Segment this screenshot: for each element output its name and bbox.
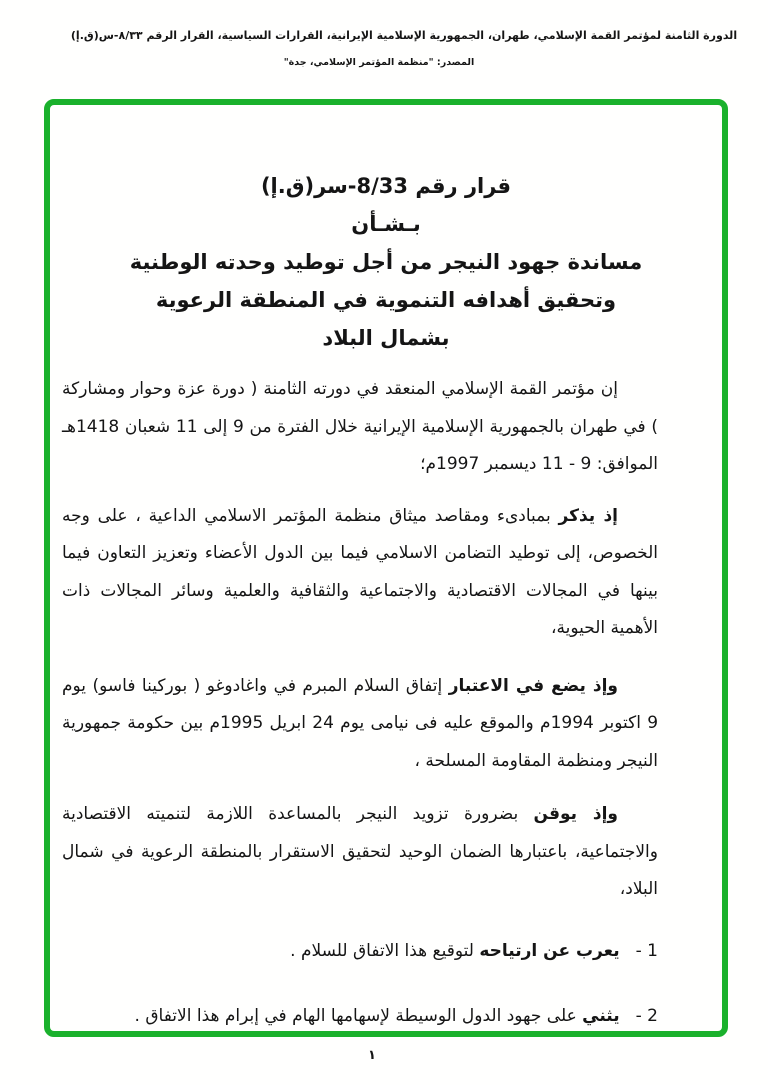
citation-header-line: الدورة الثامنة لمؤتمر القمة الإسلامي، طهران، الجمهورية الإسلامية الإيرانية، القرارات السياسية، القرار الرقم ٨/٣٣-س(ق.إ) [70,29,738,42]
item-number: 2 - [635,1006,658,1026]
source-header-line: المصدر: "منظمة المؤتمر الإسلامي، جدة" [283,57,475,68]
document-frame [44,99,728,1037]
item-lead: يعرب عن ارتياحه [479,940,620,961]
paragraph-lead: وإذ يوقن [533,804,618,824]
preamble-paragraph [62,371,658,484]
page-number: ١ [368,1048,376,1063]
paragraph-text: إتفاق السلام المبرم في واغادوغو ( بوركينا فاسو) يوم 9 اكتوبر 1994م والموقع عليه فى نيامى يوم 24 ابريل 1995م بين حكومة جمهورية النيجر ومنظمة المقاومة المسلحة ، [62,675,659,771]
title-subject-line-2: وتحقيق أهدافه التنموية في المنطقة الرعوية [155,288,617,312]
resolution-title-block [50,167,722,357]
title-regarding-line: بـشـأن [351,212,421,236]
item-text: على جهود الدول الوسيطة لإسهامها الهام في إبرام هذا الاتفاق . [134,1006,583,1026]
item-number: 1 - [635,940,658,961]
title-subject-line-1: مساندة جهود النيجر من أجل توطيد وحدته الوطنية [129,250,643,274]
paragraph-text: بمبادىء ومقاصد ميثاق منظمة المؤتمر الاسلامي الداعية ، على وجه الخصوص، إلى توطيد التضامن الاسلامي فيما بين الدول الأعضاء وتعزيز التعاون فيما بينها في المجالات الاقتصادية والاجتماعية والثقافية والعلمية وسائر المجالات ذات الأهمية الحيوية، [62,505,658,638]
paragraph-lead: إذ يذكر [558,505,619,526]
paragraph-text: إن مؤتمر القمة الإسلامي المنعقد في دورته الثامنة ( دورة عزة وحوار ومشاركة ) في طهران بالجمهورية الإسلامية الإيرانية خلال الفترة من 9 إلى 11 شعبان 1418هـ الموافق: 9 - 11 ديسمبر 1997م؛ [62,379,659,474]
preamble-paragraph [62,498,658,648]
preamble-paragraph [62,668,658,781]
preamble-paragraph [62,796,658,909]
item-lead: يثني [582,1006,620,1026]
operative-item [62,998,658,1036]
frame-content [50,167,722,1036]
paragraph-text: بضرورة تزويد النيجر بالمساعدة اللازمة لتنميته الاقتصادية والاجتماعية، باعتبارها الضمان الوحيد لتحقيق الاستقرار بالمنطقة الرعوية في شمال البلاد، [62,804,658,899]
item-text: لتوقيع هذا الاتفاق للسلام . [290,940,480,961]
operative-item [62,933,658,971]
title-subject-line-3: بشمال البلاد [322,326,450,350]
resolution-number-line: قرار رقم 8/33-سر(ق.إ) [260,174,512,198]
paragraph-lead: وإذ يضع في الاعتبار [448,675,618,696]
body-text-column [62,371,658,1036]
